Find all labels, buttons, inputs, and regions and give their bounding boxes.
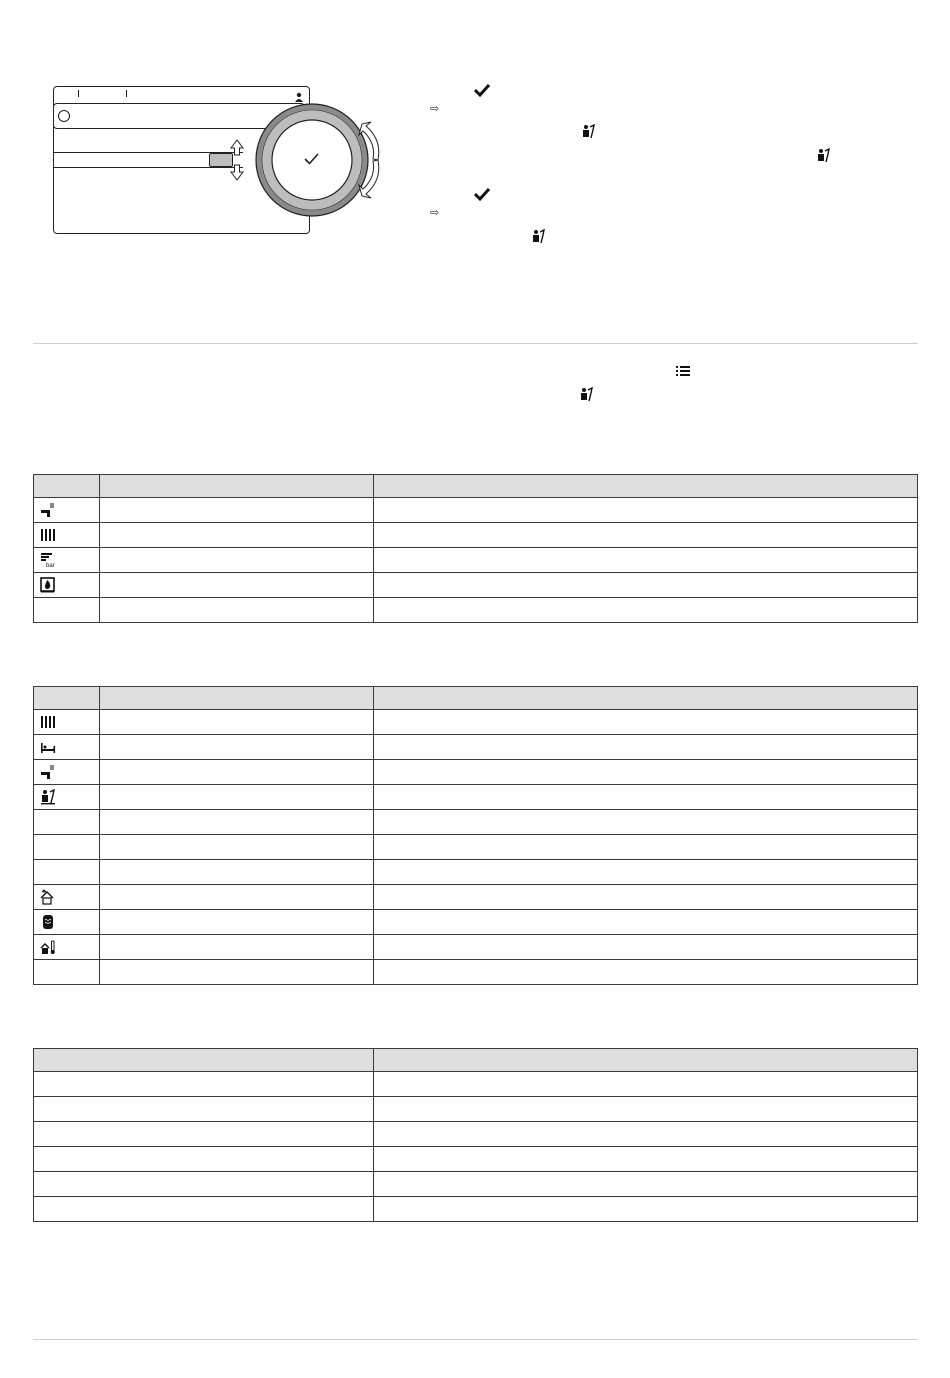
- installer-icon: [530, 229, 546, 245]
- table-cell: [34, 1172, 374, 1197]
- table-header-row: [34, 475, 918, 498]
- table-cell: [100, 573, 374, 598]
- table-header-cell: [34, 687, 100, 710]
- table-cell: [100, 960, 374, 985]
- step-result-2: [430, 208, 439, 219]
- table-header-cell: [34, 475, 100, 498]
- table-cell: [374, 810, 918, 835]
- table-cell: [34, 810, 100, 835]
- hot-water-tap-icon: [34, 498, 100, 523]
- table-row: [34, 910, 918, 935]
- table-cell: [374, 760, 918, 785]
- table-row: [34, 760, 918, 785]
- table-cell: [100, 935, 374, 960]
- table-cell: [100, 810, 374, 835]
- table-cell: [34, 1097, 374, 1122]
- svg-text:bar: bar: [46, 563, 55, 568]
- check-icon: [473, 186, 491, 202]
- table-cell: [374, 785, 918, 810]
- hot-water-tap-icon: [34, 760, 100, 785]
- step-confirm-2: [473, 186, 491, 202]
- table-cell: [374, 598, 918, 623]
- menu-list-icon: [675, 363, 691, 379]
- table-cell: [34, 1122, 374, 1147]
- table-row: [34, 498, 918, 523]
- check-icon: [473, 82, 491, 98]
- table-row: [34, 810, 918, 835]
- cylinder-icon: [34, 910, 100, 935]
- table-cell: [374, 1172, 918, 1197]
- table-cell: [374, 860, 918, 885]
- table-header-cell: [100, 475, 374, 498]
- table-header-cell: [374, 1049, 918, 1072]
- table-cell: [34, 960, 100, 985]
- table-cell: [100, 710, 374, 735]
- table-header-cell: [374, 687, 918, 710]
- table-cell: [100, 598, 374, 623]
- footer-divider: [33, 1339, 918, 1340]
- table-row: [34, 548, 918, 573]
- radiator-icon: [34, 523, 100, 548]
- table-cell: [374, 523, 918, 548]
- table-row: [34, 598, 918, 623]
- installer-icon: [815, 148, 831, 164]
- table-cell: [374, 1072, 918, 1097]
- table-cell: [34, 1072, 374, 1097]
- table-cell: [374, 573, 918, 598]
- table-cell: [100, 548, 374, 573]
- table-row: [34, 1172, 918, 1197]
- table-cell: [374, 885, 918, 910]
- table-cell: [34, 598, 100, 623]
- table-cell: [100, 885, 374, 910]
- table-cell: [374, 710, 918, 735]
- table-cell: [100, 760, 374, 785]
- outdoor-temperature-icon: [34, 935, 100, 960]
- table-header-cell: [100, 687, 374, 710]
- table-row: [34, 735, 918, 760]
- table-2: [33, 686, 918, 985]
- table-row: [34, 1097, 918, 1122]
- table-header-row: [34, 1049, 918, 1072]
- table-row: [34, 860, 918, 885]
- rotary-dial[interactable]: [0, 0, 420, 260]
- table-cell: [100, 523, 374, 548]
- table-cell: [100, 735, 374, 760]
- table-row: [34, 935, 918, 960]
- table-row: [34, 885, 918, 910]
- installer-icon: [580, 124, 596, 140]
- result-arrow-icon: ⇨: [430, 103, 440, 115]
- table-header-row: [34, 687, 918, 710]
- table-header-cell: [374, 475, 918, 498]
- table-header-cell: [34, 1049, 374, 1072]
- radiator-icon: [34, 710, 100, 735]
- result-arrow-icon: ⇨: [430, 207, 440, 219]
- table-row: [34, 960, 918, 985]
- up-down-arrow-icon: [231, 140, 243, 180]
- table-cell: [374, 910, 918, 935]
- step-confirm-1: [473, 82, 491, 98]
- table-cell: [374, 1147, 918, 1172]
- table-row: [34, 835, 918, 860]
- table-row: [34, 1072, 918, 1097]
- table-cell: [100, 498, 374, 523]
- table-row: [34, 710, 918, 735]
- table-cell: [34, 1147, 374, 1172]
- table-cell: [374, 498, 918, 523]
- table-cell: [100, 785, 374, 810]
- bed-icon: [34, 735, 100, 760]
- table-cell: [374, 835, 918, 860]
- table-3: [33, 1048, 918, 1222]
- table-cell: [100, 860, 374, 885]
- table-row: [34, 573, 918, 598]
- table-cell: [374, 935, 918, 960]
- table-row: [34, 523, 918, 548]
- table-row: [34, 1122, 918, 1147]
- table-cell: [100, 910, 374, 935]
- table-row: [34, 1197, 918, 1222]
- table-1: [33, 474, 918, 623]
- table-row: [34, 785, 918, 810]
- table-cell: [374, 960, 918, 985]
- table-row: [34, 1147, 918, 1172]
- table-cell: [374, 735, 918, 760]
- table-cell: [374, 1122, 918, 1147]
- control-panel-figure: [0, 0, 420, 260]
- step-result-1: [430, 104, 439, 115]
- section-divider: [33, 343, 918, 344]
- installer-icon: [34, 785, 100, 810]
- house-heat-icon: [34, 885, 100, 910]
- table-cell: [34, 1197, 374, 1222]
- table-cell: [34, 835, 100, 860]
- flame-warning-icon: [34, 573, 100, 598]
- table-cell: [374, 1097, 918, 1122]
- pressure-bar-icon: [34, 548, 100, 573]
- table-cell: [34, 860, 100, 885]
- installer-icon: [578, 387, 594, 403]
- table-cell: [374, 1197, 918, 1222]
- table-cell: [100, 835, 374, 860]
- table-cell: [374, 548, 918, 573]
